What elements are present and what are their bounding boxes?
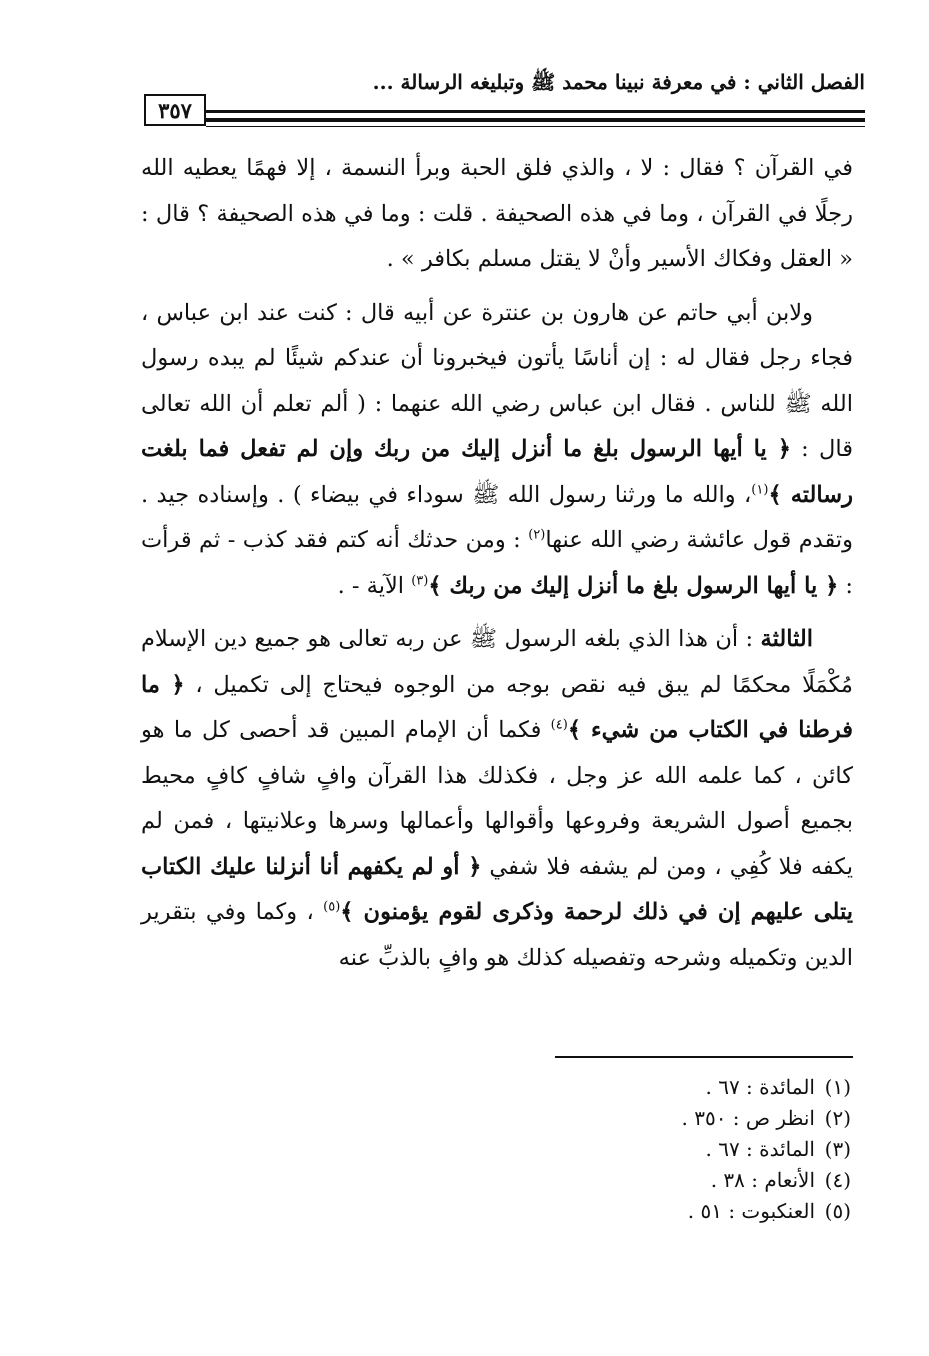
footnote-text: انظر ص : ٣٥٠ . (681, 1106, 815, 1130)
footnote-text: العنكبوت : ٥١ . (687, 1199, 815, 1223)
paragraph-3-lead: الثالثة (760, 626, 813, 652)
paragraph-2-text-3: : ومن حدثك أنه كتم فقد كذب - ثم قرأت : (141, 527, 853, 599)
header-rule-middle (206, 118, 865, 122)
footnote (451, 1103, 851, 1134)
footnote (451, 1134, 851, 1165)
footnote-number: (١) (824, 1075, 851, 1099)
header-rule-bottom (206, 126, 865, 127)
paragraph-2-text-1: ولابن أبي حاتم عن هارون بن عنترة عن أبيه قال : كنت عند ابن عباس ، فجاء رجل فقال له : إن أناسًا يأتون فيخبرونا أن عندكم شيئًا لم يبده رسول الله ﷺ للناس . فقال ابن عباس رضي الله عنهما : ( ألم تعلم أن الله تعالى قال : (141, 299, 853, 462)
footnote (451, 1072, 851, 1103)
footnote (451, 1196, 851, 1227)
quran-quote: ﴿ يا أيها الرسول بلغ ما أنزل إليك من ربك ﴾ (428, 572, 839, 599)
paragraph-3-text-3: ، وكما وفي بتقرير الدين وتكميله وشرحه وتفصيله كذلك هو وافٍ بالذبِّ عنه (141, 899, 853, 971)
footnote-ref-2: (٢) (528, 527, 546, 543)
paragraph-3-text-1: : أن هذا الذي بلغه الرسول ﷺ عن ربه تعالى هو جميع دين الإسلام مُكْمَلًا محكمًا لم يبق فيه نقص بوجه من الوجوه فيحتاج إلى تكميل ، (141, 626, 853, 698)
quran-quote: ﴿ أو لم يكفهم أنا أنزلنا عليك الكتاب يتلى عليهم إن في ذلك لرحمة وذكرى لقوم يؤمنون ﴾ (141, 853, 854, 925)
footnote-separator (555, 1056, 853, 1058)
footnote (451, 1165, 851, 1196)
footnote-number: (٥) (824, 1199, 851, 1223)
paragraph-1-text: في القرآن ؟ فقال : لا ، والذي فلق الحبة وبرأ النسمة ، إلا فهمًا يعطيه الله رجلًا في القرآن ، وما في هذه الصحيفة . قلت : وما في هذه الصحيفة ؟ قال : « العقل وفكاك الأسير وأنْ لا يقتل مسلم بكافر » . (141, 155, 853, 272)
footnote-text: المائدة : ٦٧ . (705, 1137, 815, 1161)
footnote-text: الأنعام : ٣٨ . (710, 1168, 815, 1192)
main-text (141, 146, 853, 981)
footnotes (451, 1072, 851, 1227)
footnote-ref-1: (١) (751, 482, 769, 497)
paragraph-2 (141, 291, 853, 610)
footnote-number: (٢) (824, 1106, 851, 1130)
quran-quote: ﴿ يا أيها الرسول بلغ ما أنزل إليك من ربك وإن لم تفعل فما بلغت رسالته ﴾ (141, 436, 853, 508)
footnote-ref-3: (٣) (411, 573, 429, 588)
footnote-text: المائدة : ٦٧ . (705, 1075, 815, 1099)
footnote-ref-5: (٥) (323, 899, 341, 915)
header-rule-top (206, 110, 865, 113)
quran-quote: ﴿ ما فرطنا في الكتاب من شيء ﴾ (141, 671, 854, 743)
paragraph-1 (141, 146, 853, 283)
paragraph-2-text-2: ، والله ما ورثنا رسول الله ﷺ سوداء في بيضاء ) . وإسناده جيد . وتقدم قول عائشة رضي الله عنها (141, 481, 853, 553)
paragraph-2-text-4: الآية - . (337, 572, 412, 599)
footnote-number: (٣) (824, 1137, 851, 1161)
running-head: الفصل الثاني : في معرفة نبينا محمد ﷺ وتبليغه الرسالة ... (372, 70, 865, 94)
footnote-ref-4: (٤) (550, 717, 568, 733)
page-number: ٣٥٧ (144, 94, 206, 126)
footnote-number: (٤) (824, 1168, 851, 1192)
paragraph-3-text-2: فكما أن الإمام المبين قد أحصى كل ما هو كائن ، كما علمه الله عز وجل ، فكذلك هذا القرآن وافٍ شافٍ كافٍ محيط بجميع أصول الشريعة وفروعها وأقوالها وأعمالها وسرها وعلانيتها ، فمن لم يكفه فلا كُفِي ، ومن لم يشفه فلا شفي (141, 717, 853, 880)
paragraph-3 (141, 617, 853, 981)
